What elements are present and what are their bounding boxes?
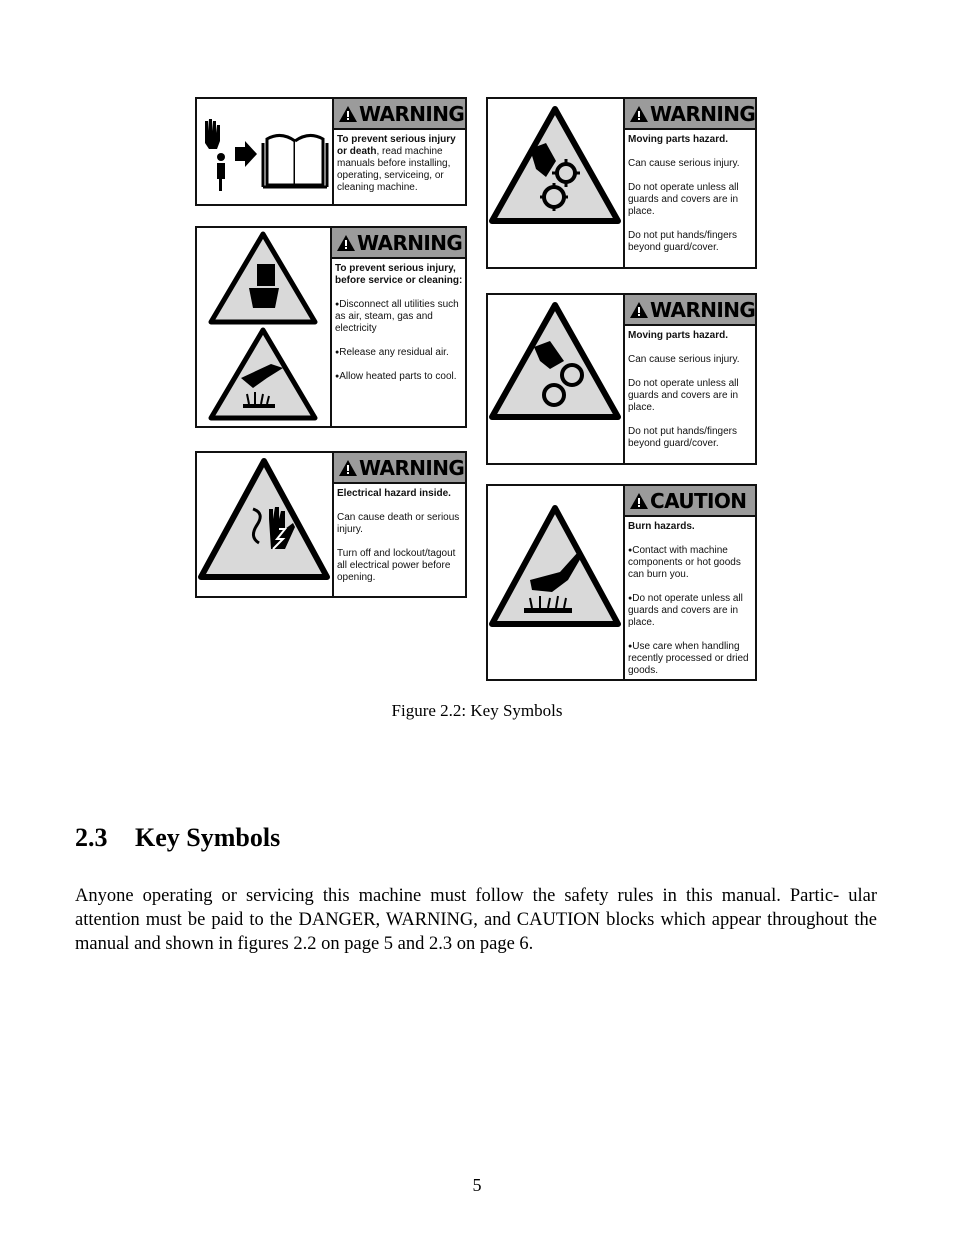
warning-text: To prevent serious injury, before service or cleaning: ● Disconnect all utilities such as air, steam, gas and electricity ● Release any residual air. ● Allow heated parts to cool. — [332, 259, 465, 383]
caution-text: Burn hazards. ● Contact with machine components or hot goods can burn you. ● Do not operate unless all guards and covers are in place. ● Use care when handling recently processed or dried goods. — [625, 517, 755, 677]
burn-pictogram — [488, 486, 625, 679]
moving-gears-hazard-icon — [488, 99, 623, 267]
figure-caption: Figure 2.2: Key Symbols — [391, 701, 563, 720]
warning-label-moving-gears — [486, 97, 757, 269]
moving-gears-pictogram — [488, 99, 625, 267]
warning-header: WARNING — [625, 99, 755, 130]
electrical-pictogram — [197, 453, 334, 596]
warning-label-read-manual — [195, 97, 467, 206]
warning-header: WARNING — [625, 295, 755, 326]
before-service-pictogram — [197, 228, 332, 426]
warning-header: WARNING — [332, 228, 465, 259]
alert-triangle-icon — [338, 105, 358, 123]
warning-header: WARNING — [334, 99, 465, 130]
alert-triangle-icon — [336, 234, 356, 252]
alert-triangle-icon — [338, 459, 358, 477]
warning-text: To prevent serious injury or death, read machine manuals before installing, operating, serviceing, or cleaning machine. — [337, 134, 456, 193]
section-title: Key Symbols — [135, 823, 281, 852]
electrical-hazard-icon — [197, 453, 332, 596]
alert-triangle-icon — [629, 301, 649, 319]
caution-header: CAUTION — [625, 486, 755, 517]
warning-text: Moving parts hazard. Can cause serious injury. Do not operate unless all guards and covers are in place. Do not put hands/fingers beyond guard/cover. — [628, 330, 740, 449]
section-paragraph: Anyone operating or servicing this machine must follow the safety rules in this manual. Partic- ular attention must be paid to the DANGER, WARNING, and CAUTION blocks which appear throughout the manual and shown in figures 2.2 on page 5 and 2.3 on page 6. — [75, 886, 877, 954]
alert-triangle-icon — [629, 105, 649, 123]
read-manual-icon — [197, 99, 332, 204]
moving-rollers-pictogram — [488, 295, 625, 463]
page-number: 5 — [472, 1175, 482, 1195]
warning-text: Moving parts hazard. Can cause serious injury. Do not operate unless all guards and covers are in place. Do not put hands/fingers beyond guard/cover. — [628, 134, 740, 253]
caution-label-burn — [486, 484, 757, 681]
warning-label-electrical — [195, 451, 467, 598]
warning-label-moving-rollers — [486, 293, 757, 465]
burn-hazard-icon — [488, 486, 623, 679]
disconnect-utilities-icon — [197, 228, 330, 426]
section-heading — [75, 823, 280, 853]
warning-text: Electrical hazard inside. Can cause death or serious injury. Turn off and lockout/tagout all electrical power before opening. — [337, 488, 460, 583]
read-manual-pictogram — [197, 99, 334, 204]
section-number: 2.3 — [75, 823, 108, 852]
alert-triangle-icon — [629, 492, 649, 510]
warning-header: WARNING — [334, 453, 465, 484]
warning-label-before-service — [195, 226, 467, 428]
moving-rollers-hazard-icon — [488, 295, 623, 463]
